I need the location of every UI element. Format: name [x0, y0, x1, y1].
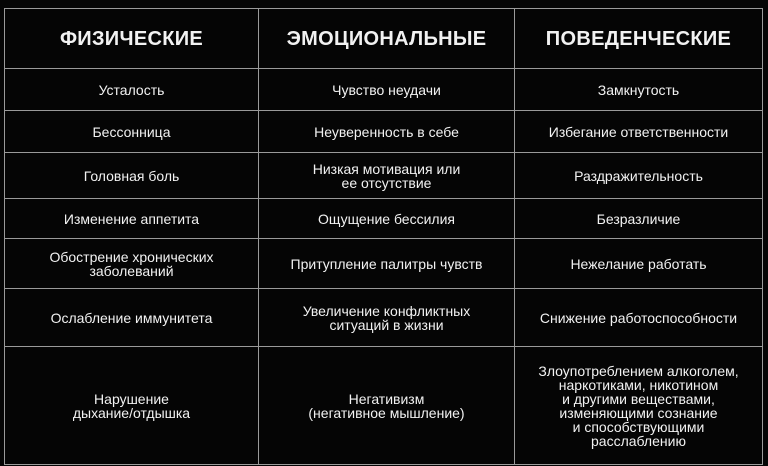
cell-text: Бессонница	[92, 123, 171, 140]
cell-emotional	[259, 111, 515, 153]
cell-text: Злоупотреблением алкоголем, наркотиками, никотином и другими веществами, изменяющими сознание и способствующими расслаблению	[538, 362, 739, 449]
cell-physical	[5, 199, 259, 239]
header-behavioral: ПОВЕДЕНЧЕСКИЕ	[515, 9, 763, 69]
cell-physical	[5, 347, 259, 465]
cell-behavioral	[515, 69, 763, 111]
table-row	[5, 69, 763, 111]
cell-text: Нежелание работать	[570, 255, 707, 272]
cell-text: Избегание ответственности	[548, 123, 729, 140]
cell-text: Увеличение конфликтных ситуаций в жизни	[302, 302, 471, 333]
cell-emotional	[259, 239, 515, 289]
cell-text: Неуверенность в себе	[314, 123, 459, 140]
table-row	[5, 289, 763, 347]
cell-behavioral	[515, 153, 763, 199]
cell-physical	[5, 153, 259, 199]
table-header-row	[5, 9, 763, 69]
cell-emotional	[259, 69, 515, 111]
table-row	[5, 153, 763, 199]
cell-text: Изменение аппетита	[63, 210, 200, 227]
cell-emotional	[259, 153, 515, 199]
cell-physical	[5, 239, 259, 289]
cell-text: Ощущение бессилия	[318, 210, 455, 227]
cell-emotional	[259, 199, 515, 239]
table-row	[5, 347, 763, 465]
symptoms-table	[4, 8, 763, 465]
cell-text: Головная боль	[83, 167, 180, 184]
cell-behavioral	[515, 111, 763, 153]
cell-physical	[5, 111, 259, 153]
cell-text: Негативизм (негативное мышление)	[308, 390, 465, 421]
cell-physical	[5, 69, 259, 111]
header-emotional: ЭМОЦИОНАЛЬНЫЕ	[259, 9, 515, 69]
cell-text: Замкнутость	[597, 81, 680, 98]
cell-physical	[5, 289, 259, 347]
cell-behavioral	[515, 199, 763, 239]
table-row	[5, 239, 763, 289]
cell-text: Раздражительность	[574, 167, 703, 184]
cell-text: Снижение работоспособности	[539, 309, 738, 326]
cell-text: Ослабление иммунитета	[50, 309, 213, 326]
cell-text: Низкая мотивация или ее отсутствие	[312, 160, 461, 191]
cell-behavioral	[515, 239, 763, 289]
cell-text: Нарушение дыхание/отдышка	[72, 390, 191, 421]
cell-emotional	[259, 289, 515, 347]
cell-behavioral	[515, 289, 763, 347]
table-row	[5, 199, 763, 239]
cell-text: Усталость	[98, 81, 165, 98]
cell-text: Безразличие	[596, 210, 681, 227]
cell-behavioral	[515, 347, 763, 465]
header-physical: ФИЗИЧЕСКИЕ	[5, 9, 259, 69]
table-row	[5, 111, 763, 153]
cell-text: Чувство неудачи	[332, 81, 441, 98]
cell-emotional	[259, 347, 515, 465]
cell-text: Обострение хронических заболеваний	[49, 248, 214, 279]
cell-text: Притупление палитры чувств	[290, 255, 483, 272]
